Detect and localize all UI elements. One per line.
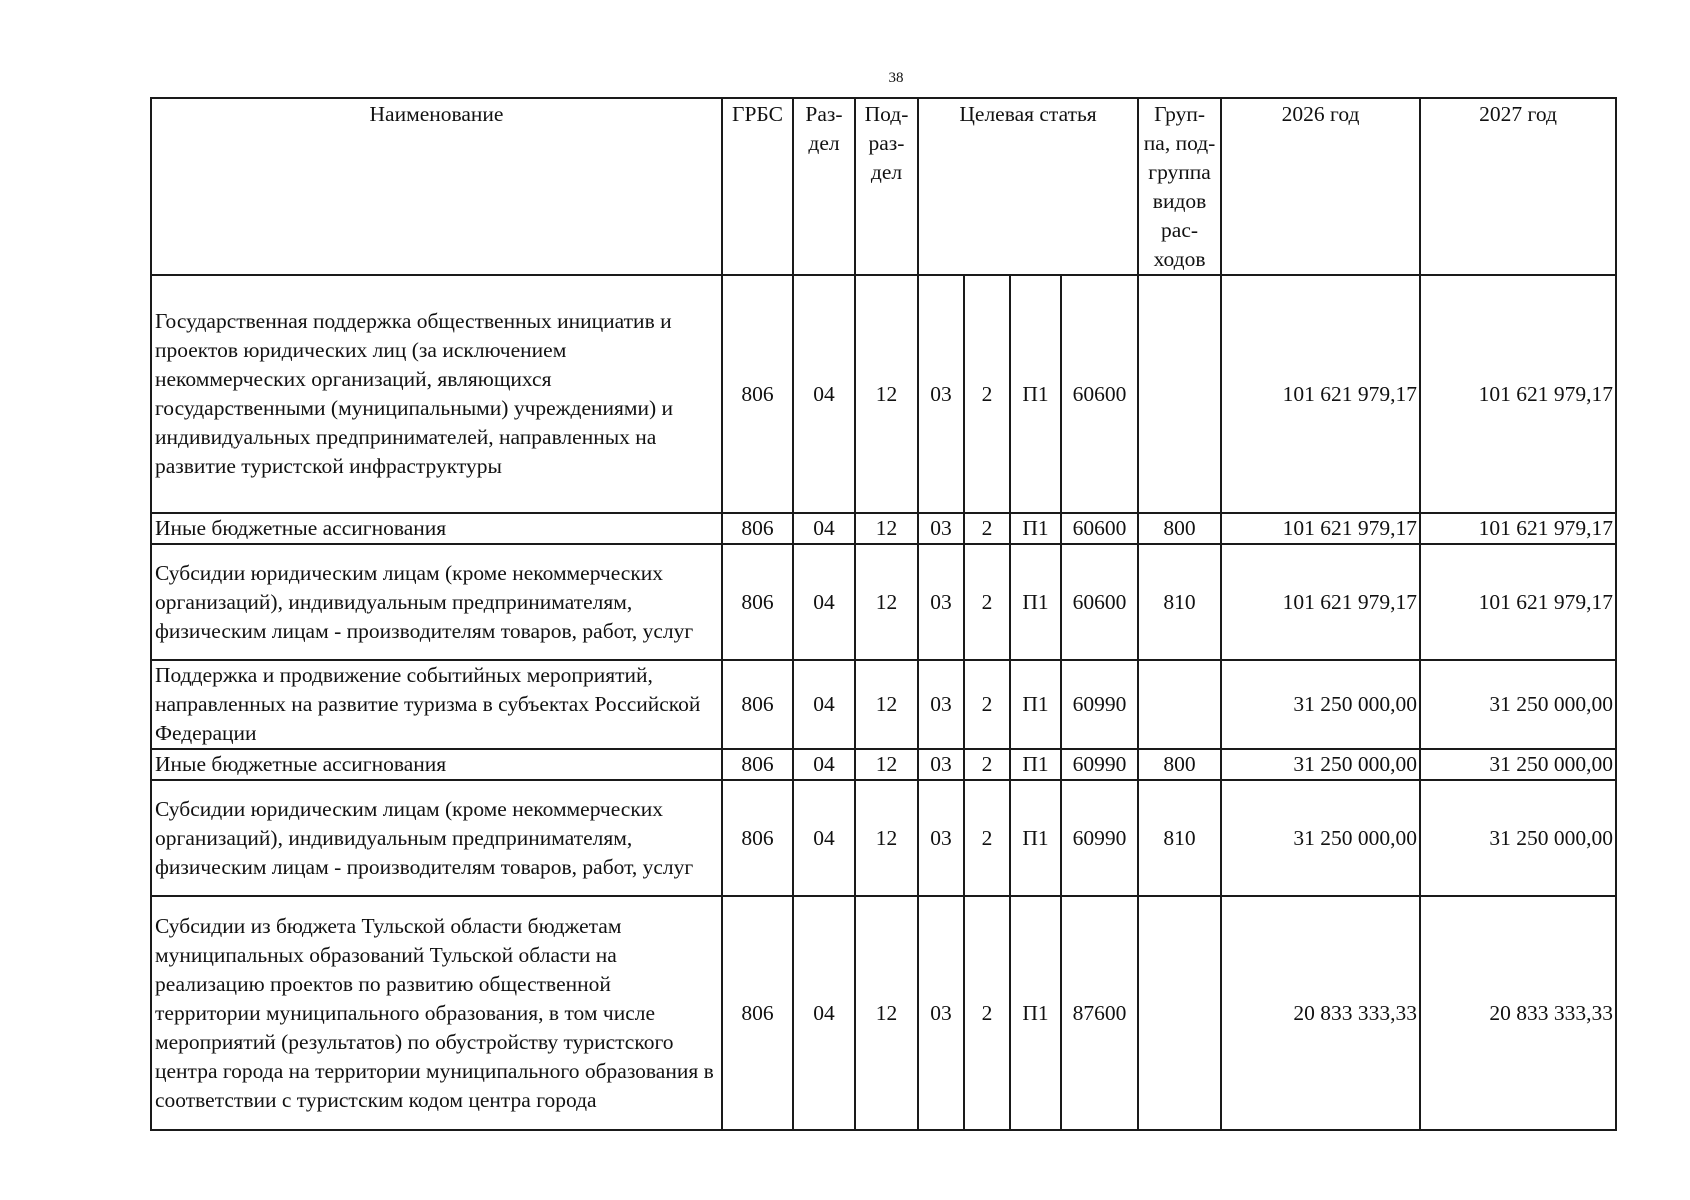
row-amount-2026: 31 250 000,00 — [1221, 780, 1420, 896]
row-expense-group: 800 — [1138, 749, 1221, 780]
row-amount-2027: 101 621 979,17 — [1420, 275, 1616, 513]
row-target-program: 03 — [918, 660, 964, 749]
row-name: Иные бюджетные ассигнования — [151, 749, 722, 780]
row-target-code: П1 — [1010, 513, 1061, 544]
row-amount-2027: 31 250 000,00 — [1420, 660, 1616, 749]
table-row — [151, 660, 1616, 749]
budget-table — [150, 97, 1617, 1131]
row-razdel: 04 — [793, 660, 855, 749]
row-grbs: 806 — [722, 513, 793, 544]
row-target-direction: 60600 — [1061, 544, 1138, 660]
row-expense-group — [1138, 896, 1221, 1130]
row-name: Субсидии юридическим лицам (кроме некоммерческих организаций), индивидуальным предпринимателям, физическим лицам - производителям товаров, работ, услуг — [151, 780, 722, 896]
table-row — [151, 749, 1616, 780]
row-expense-group — [1138, 275, 1221, 513]
row-podrazdel: 12 — [855, 544, 918, 660]
row-name: Иные бюджетные ассигнования — [151, 513, 722, 544]
row-target-type: 2 — [964, 749, 1010, 780]
row-target-direction: 60600 — [1061, 275, 1138, 513]
row-target-program: 03 — [918, 896, 964, 1130]
row-amount-2027: 101 621 979,17 — [1420, 544, 1616, 660]
table-row — [151, 513, 1616, 544]
row-target-type: 2 — [964, 513, 1010, 544]
row-target-direction: 60600 — [1061, 513, 1138, 544]
row-target-program: 03 — [918, 780, 964, 896]
row-target-type: 2 — [964, 660, 1010, 749]
row-podrazdel: 12 — [855, 513, 918, 544]
row-grbs: 806 — [722, 544, 793, 660]
row-expense-group: 800 — [1138, 513, 1221, 544]
table-row — [151, 780, 1616, 896]
row-razdel: 04 — [793, 544, 855, 660]
row-grbs: 806 — [722, 660, 793, 749]
row-target-code: П1 — [1010, 896, 1061, 1130]
row-expense-group: 810 — [1138, 544, 1221, 660]
header-name: Наименование — [151, 98, 722, 275]
row-target-program: 03 — [918, 513, 964, 544]
row-amount-2027: 20 833 333,33 — [1420, 896, 1616, 1130]
header-grbs: ГРБС — [722, 98, 793, 275]
row-amount-2027: 101 621 979,17 — [1420, 513, 1616, 544]
row-target-code: П1 — [1010, 544, 1061, 660]
row-razdel: 04 — [793, 749, 855, 780]
row-target-type: 2 — [964, 275, 1010, 513]
table-row — [151, 275, 1616, 513]
row-podrazdel: 12 — [855, 749, 918, 780]
row-podrazdel: 12 — [855, 896, 918, 1130]
row-target-direction: 60990 — [1061, 780, 1138, 896]
row-target-program: 03 — [918, 544, 964, 660]
header-target-article: Целевая статья — [918, 98, 1138, 275]
table-row — [151, 896, 1616, 1130]
row-podrazdel: 12 — [855, 660, 918, 749]
row-podrazdel: 12 — [855, 780, 918, 896]
row-amount-2026: 31 250 000,00 — [1221, 749, 1420, 780]
row-amount-2026: 20 833 333,33 — [1221, 896, 1420, 1130]
row-name: Субсидии из бюджета Тульской области бюджетам муниципальных образований Тульской области на реализацию проектов по развитию общественной территории муниципального образования, в том числе мероприятий (результатов) по обустройству туристского центра города на территории муниципального образования в соответствии с туристским кодом центра города — [151, 896, 722, 1130]
row-target-direction: 60990 — [1061, 749, 1138, 780]
row-grbs: 806 — [722, 275, 793, 513]
header-podrazdel: Под- раз- дел — [855, 98, 918, 275]
row-razdel: 04 — [793, 513, 855, 544]
row-target-code: П1 — [1010, 749, 1061, 780]
row-target-code: П1 — [1010, 660, 1061, 749]
table-row — [151, 544, 1616, 660]
row-amount-2026: 101 621 979,17 — [1221, 544, 1420, 660]
row-grbs: 806 — [722, 780, 793, 896]
row-name: Субсидии юридическим лицам (кроме некоммерческих организаций), индивидуальным предпринимателям, физическим лицам - производителям товаров, работ, услуг — [151, 544, 722, 660]
header-razdel: Раз- дел — [793, 98, 855, 275]
row-grbs: 806 — [722, 896, 793, 1130]
header-year-2027: 2027 год — [1420, 98, 1616, 275]
header-year-2026: 2026 год — [1221, 98, 1420, 275]
row-grbs: 806 — [722, 749, 793, 780]
row-amount-2027: 31 250 000,00 — [1420, 749, 1616, 780]
row-name: Поддержка и продвижение событийных мероприятий, направленных на развитие туризма в субъектах Российской Федерации — [151, 660, 722, 749]
row-target-type: 2 — [964, 896, 1010, 1130]
page-number: 38 — [888, 70, 904, 86]
row-name: Государственная поддержка общественных инициатив и проектов юридических лиц (за исключением некоммерческих организаций, являющихся государственными (муниципальными) учреждениями) и индивидуальных предпринимателей, направленных на развитие туристской инфраструктуры — [151, 275, 722, 513]
row-target-direction: 87600 — [1061, 896, 1138, 1130]
row-target-type: 2 — [964, 780, 1010, 896]
row-target-code: П1 — [1010, 780, 1061, 896]
row-target-code: П1 — [1010, 275, 1061, 513]
row-expense-group — [1138, 660, 1221, 749]
row-target-direction: 60990 — [1061, 660, 1138, 749]
header-expense-group: Груп- па, под- группа видов рас- ходов — [1138, 98, 1221, 275]
row-expense-group: 810 — [1138, 780, 1221, 896]
row-amount-2027: 31 250 000,00 — [1420, 780, 1616, 896]
row-podrazdel: 12 — [855, 275, 918, 513]
row-amount-2026: 101 621 979,17 — [1221, 275, 1420, 513]
row-razdel: 04 — [793, 896, 855, 1130]
row-amount-2026: 31 250 000,00 — [1221, 660, 1420, 749]
row-target-program: 03 — [918, 275, 964, 513]
row-target-type: 2 — [964, 544, 1010, 660]
row-target-program: 03 — [918, 749, 964, 780]
table-header-row — [151, 98, 1616, 275]
row-razdel: 04 — [793, 275, 855, 513]
row-razdel: 04 — [793, 780, 855, 896]
row-amount-2026: 101 621 979,17 — [1221, 513, 1420, 544]
